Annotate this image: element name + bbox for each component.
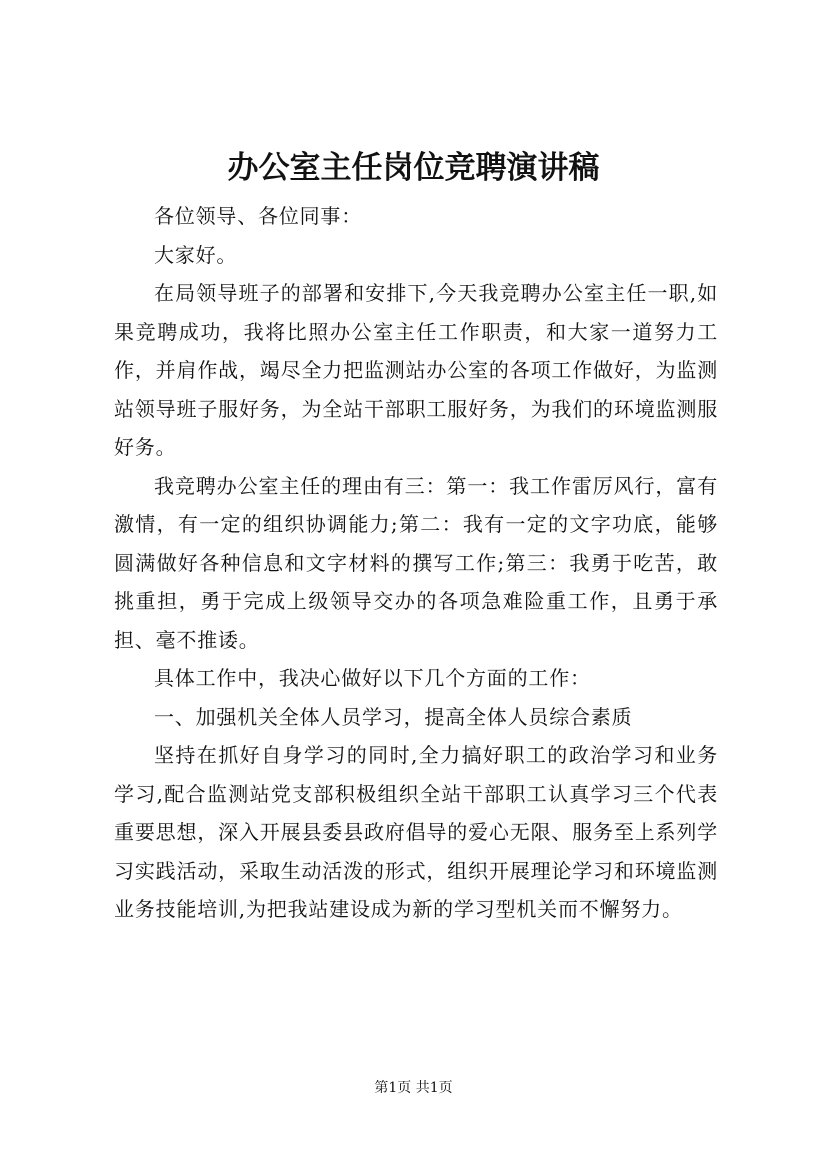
work-plan-intro-paragraph: 具体工作中，我决心做好以下几个方面的工作： [154, 666, 591, 690]
greeting-paragraph: 大家好。 [154, 242, 238, 267]
reasons-paragraph: 我竞聘办公室主任的理由有三：第一：我工作雷厉风行，富有激情，有一定的组织协调能力;第二：我有一定的文字功底，能够圆满做好各种信息和文字材料的撰写工作;第三：我勇于吃苦，敢挑重担，勇于完成上级领导交办的各项急难险重工作，且勇于承担、毫不推诿。 [114, 473, 718, 652]
page-number-footer: 第1页 共1页 [374, 1080, 453, 1096]
study-plan-paragraph: 坚持在抓好自身学习的同时,全力搞好职工的政治学习和业务学习,配合监测站党支部积极组织全站干部职工认真学习三个代表重要思想，深入开展县委县政府倡导的爱心无限、服务至上系列学习实践活动，采取生动活泼的形式，组织开展理论学习和环境监测业务技能培训,为把我站建设成为新的学习型机关而不懈努力。 [114, 743, 718, 921]
introduction-paragraph: 在局领导班子的部署和安排下,今天我竞聘办公室主任一职,如果竞聘成功，我将比照办公室主任工作职责，和大家一道努力工作，并肩作战，竭尽全力把监测站办公室的各项工作做好，为监测站领导班子服好务，为全站干部职工服好务，为我们的环境监测服好务。 [114, 281, 718, 459]
document-title: 办公室主任岗位竞聘演讲稿 [227, 150, 600, 186]
salutation-paragraph: 各位领导、各位同事： [154, 204, 362, 228]
document-body [114, 197, 718, 929]
section-heading-one: 一、加强机关全体人员学习，提高全体人员综合素质 [154, 704, 633, 729]
